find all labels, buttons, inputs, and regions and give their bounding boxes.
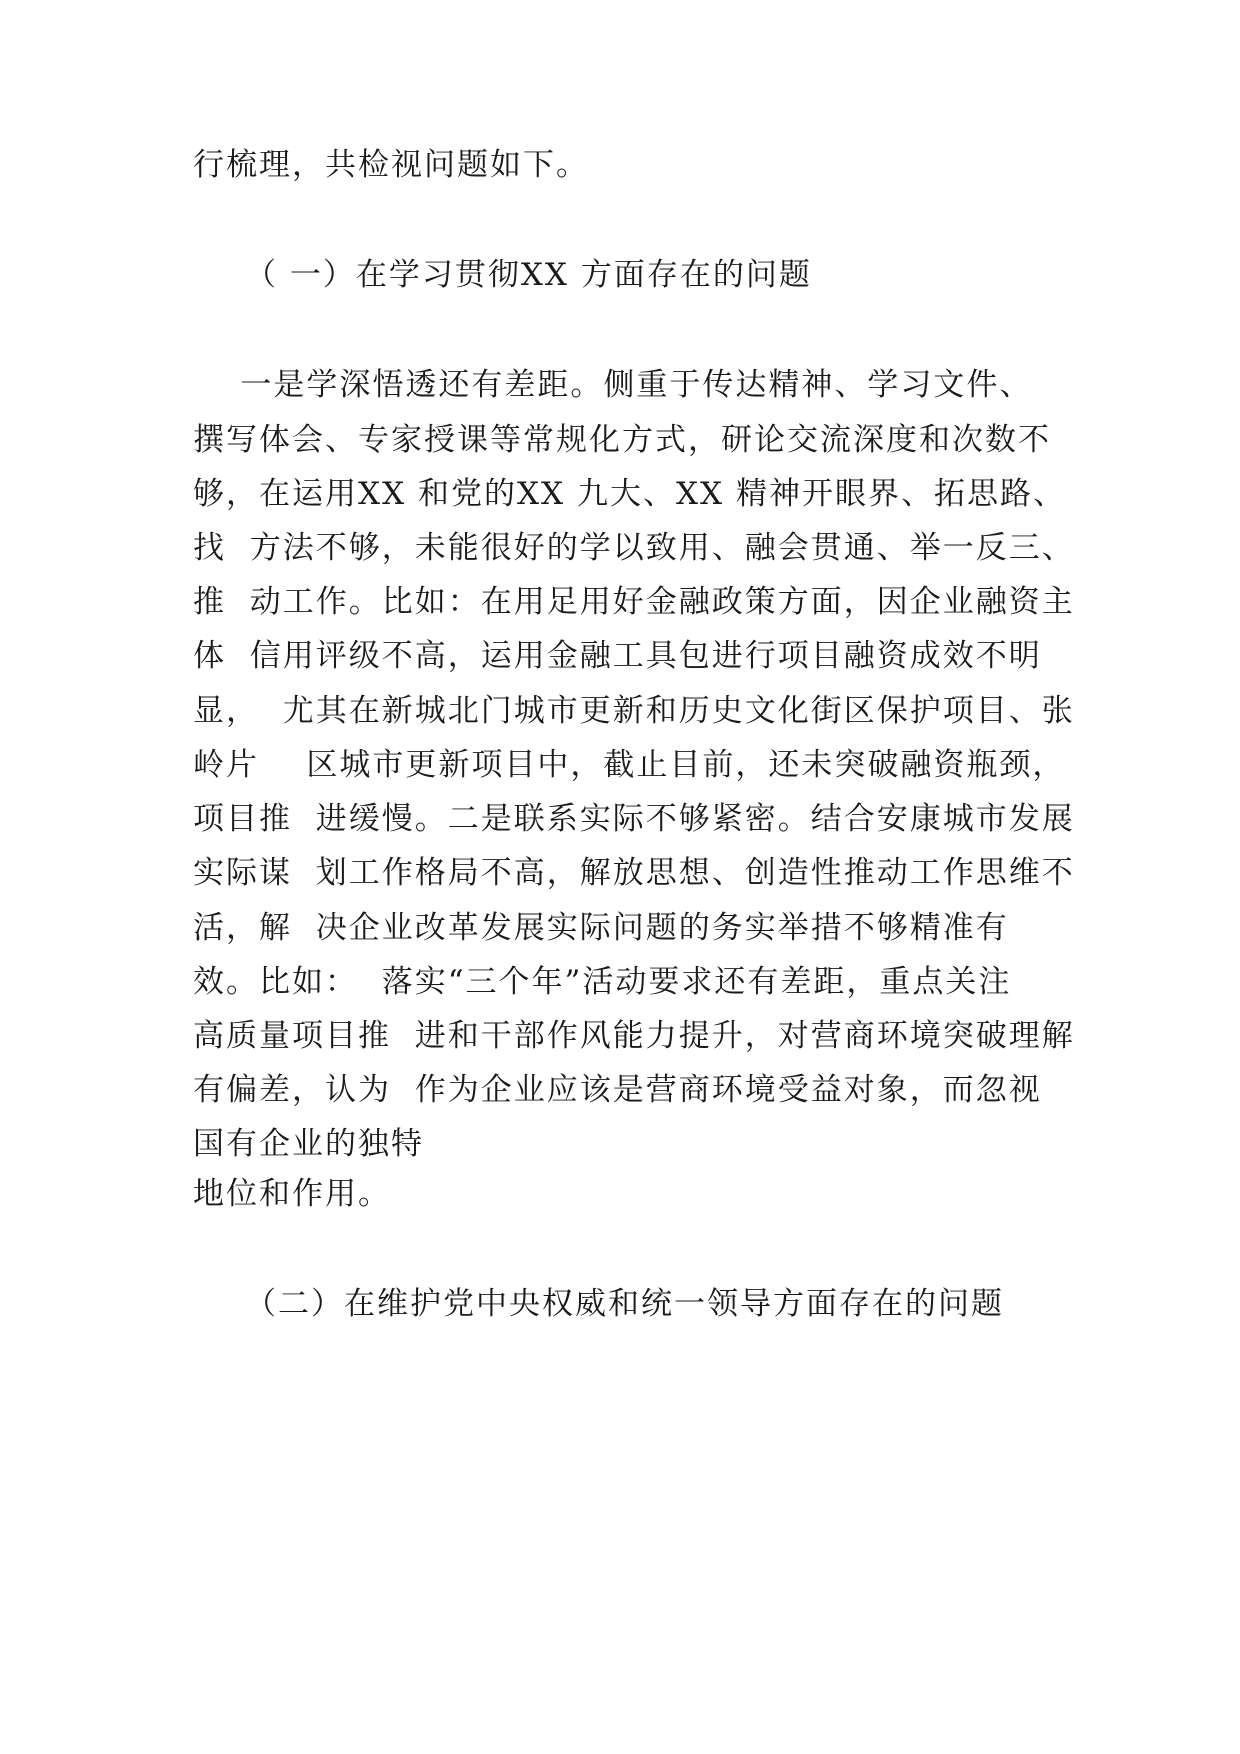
body-line: 够，在运用XX 和党的XX 九大、XX 精神开眼界、拓思路、 bbox=[193, 476, 1066, 512]
body-line: 地位和作用。 bbox=[193, 1176, 391, 1212]
body-line: 体 信用评级不高，运用金融工具包进行项目融资成效不明 bbox=[193, 638, 1042, 674]
body-line: 一是学深悟透还有差距。侧重于传达精神、学习文件、 bbox=[193, 367, 1033, 403]
body-line: 岭片 区城市更新项目中，截止目前，还未突破融资瓶颈， bbox=[193, 747, 1066, 783]
body-line: 项目推 进缓慢。二是联系实际不够紧密。结合安康城市发展 bbox=[193, 801, 1075, 837]
body-line: 高质量项目推 进和干部作风能力提升，对营商环境突破理解 bbox=[193, 1018, 1075, 1054]
body-line: 显， 尤其在新城北门城市更新和历史文化街区保护项目、张 bbox=[193, 693, 1075, 729]
body-line: 效。比如： 落实“三个年”活动要求还有差距，重点关注 bbox=[193, 964, 1012, 1000]
section-1-heading: （ 一）在学习贯彻XX 方面存在的问题 bbox=[245, 257, 812, 293]
body-line: 推 动工作。比如：在用足用好金融政策方面，因企业融资主 bbox=[193, 584, 1075, 620]
body-line: 实际谋 划工作格局不高，解放思想、创造性推动工作思维不 bbox=[193, 855, 1075, 891]
body-line: 找 方法不够，未能很好的学以致用、融会贯通、举一反三、 bbox=[193, 530, 1075, 566]
body-line: 撰写体会、专家授课等常规化方式，研论交流深度和次数不 bbox=[193, 422, 1051, 458]
body-line: 有偏差，认为 作为企业应该是营商环境受益对象，而忽视 bbox=[193, 1072, 1042, 1108]
intro-line: 行梳理，共检视问题如下。 bbox=[193, 147, 589, 183]
section-2-heading: （二）在维护党中央权威和统一领导方面存在的问题 bbox=[245, 1286, 1004, 1322]
body-line: 国有企业的独特 bbox=[193, 1126, 424, 1162]
body-line: 活，解 决企业改革发展实际问题的务实举措不够精准有 bbox=[193, 910, 1009, 946]
